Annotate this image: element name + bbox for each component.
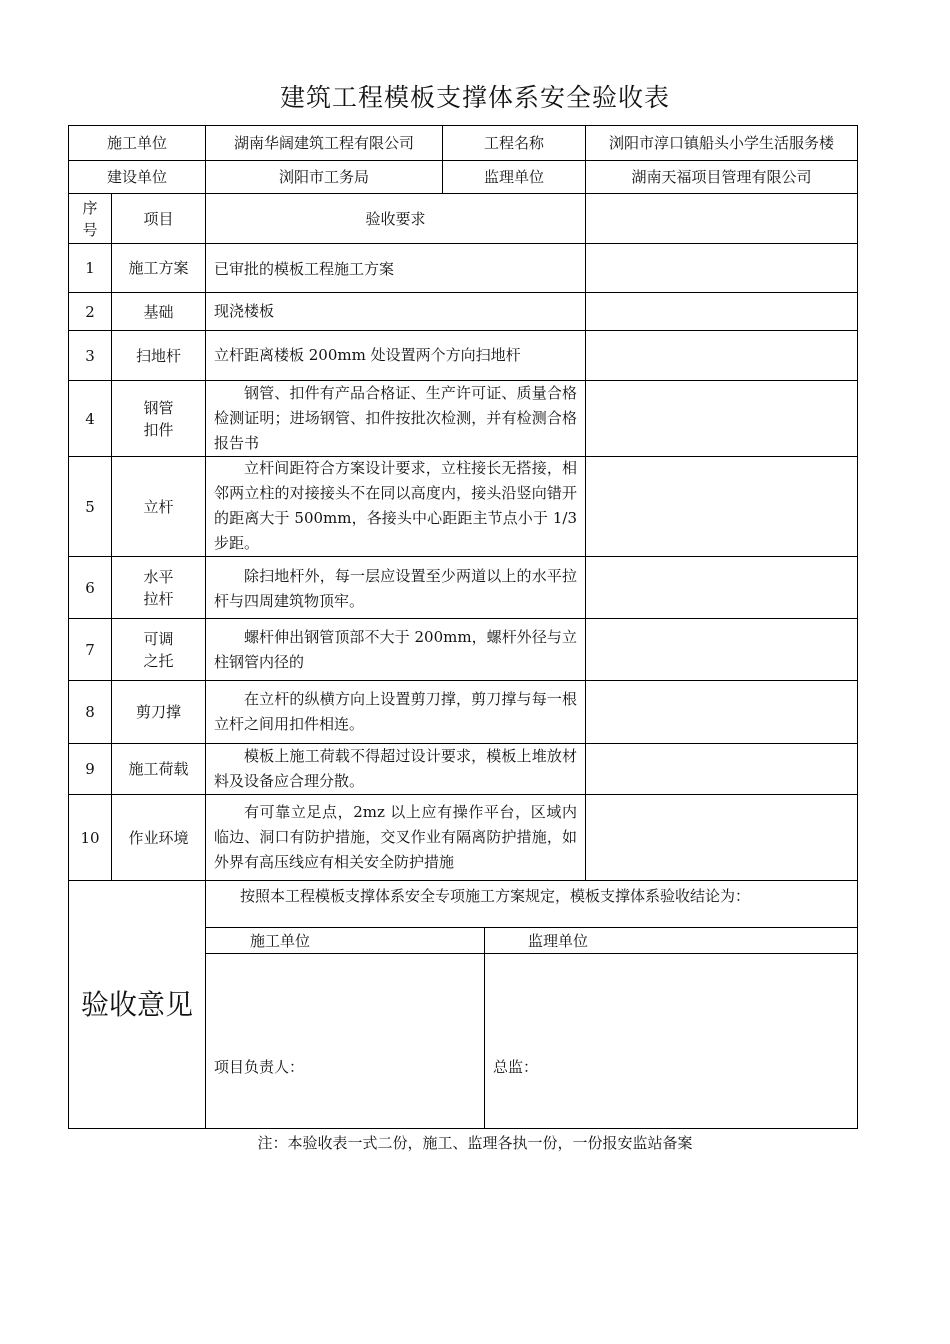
construction-unit-label: 施工单位	[106, 134, 167, 152]
row-requirement: 有可靠立足点，2mz 以上应有操作平台，区域内临边、洞口有防护措施，交叉作业有隔离防护措施，如外界有高压线应有相关安全防护措施	[214, 803, 577, 871]
seq-column-header: 序 号	[82, 198, 98, 239]
row-requirement: 在立杆的纵横方向上设置剪刀撑，剪刀撑与每一根立杆之间用扣件相连。	[214, 690, 577, 733]
supervision-unit-value: 湖南天福项目管理有限公司	[631, 168, 812, 186]
opinion-label: 验收意见	[80, 987, 193, 1021]
row-item: 剪刀撑	[135, 703, 181, 721]
row-number: 5	[85, 497, 95, 516]
row-item: 基础	[143, 302, 174, 321]
supervision-unit-sign-label: 监理单位	[528, 932, 589, 950]
row-requirement: 现浇楼板	[214, 302, 275, 320]
row-number: 1	[85, 259, 95, 277]
row-requirement: 立杆间距符合方案设计要求，立柱接长无搭接，相邻两立柱的对接接头不在同以高度内，接头沿竖向错开的距离大于 500mm，各接头中心距距主节点小于 1/3 步距。	[214, 459, 577, 552]
row-number: 3	[85, 346, 95, 365]
row-item: 水平 拉杆	[143, 567, 174, 608]
owner-unit-value: 浏阳市工务局	[278, 168, 369, 186]
owner-unit-label: 建设单位	[106, 168, 167, 186]
row-requirement: 立杆距离楼板 200mm 处设置两个方向扫地杆	[214, 346, 521, 364]
row-requirement: 螺杆伸出钢管顶部不大于 200mm，螺杆外径与立柱钢管内径的	[214, 628, 577, 671]
row-item: 可调 之托	[143, 629, 174, 670]
row-number: 4	[85, 409, 95, 428]
project-manager-signature: 项目负责人：	[214, 1058, 305, 1076]
row-item: 施工荷载	[128, 760, 189, 778]
row-number: 2	[85, 302, 95, 321]
conclusion-text: 按照本工程模板支撑体系安全专项施工方案规定，模板支撑体系验收结论为：	[240, 887, 751, 905]
construction-unit-value: 湖南华阔建筑工程有限公司	[233, 134, 414, 152]
row-item: 施工方案	[128, 259, 189, 277]
requirement-column-header: 验收要求	[365, 209, 426, 228]
chief-supervisor-signature: 总监：	[493, 1058, 539, 1076]
item-column-header: 项目	[143, 209, 174, 228]
row-item: 钢管 扣件	[143, 398, 174, 439]
row-number: 6	[85, 578, 95, 597]
document-title: 建筑工程模板支撑体系安全验收表	[279, 83, 670, 112]
row-requirement: 除扫地杆外，每一层应设置至少两道以上的水平拉杆与四周建筑物顶牢。	[214, 567, 577, 610]
row-number: 7	[85, 640, 95, 659]
row-item: 作业环境	[128, 828, 189, 847]
row-number: 9	[85, 760, 95, 778]
supervision-unit-label: 监理单位	[483, 168, 544, 186]
project-name-label: 工程名称	[483, 134, 544, 152]
row-item: 扫地杆	[135, 346, 181, 365]
row-number: 10	[80, 828, 100, 847]
row-requirement: 已审批的模板工程施工方案	[214, 260, 395, 278]
row-item: 立杆	[143, 497, 174, 516]
row-requirement: 钢管、扣件有产品合格证、生产许可证、质量合格检测证明；进场钢管、扣件按批次检测，并有检测合格报告书	[214, 384, 577, 452]
construction-unit-sign-label: 施工单位	[250, 932, 311, 950]
project-name-value: 浏阳市淳口镇船头小学生活服务楼	[608, 134, 834, 152]
row-number: 8	[85, 703, 95, 721]
row-requirement: 模板上施工荷载不得超过设计要求，模板上堆放材料及设备应合理分散。	[214, 747, 577, 790]
footnote: 注：本验收表一式二份，施工、监理各执一份，一份报安监站备案	[257, 1134, 693, 1152]
